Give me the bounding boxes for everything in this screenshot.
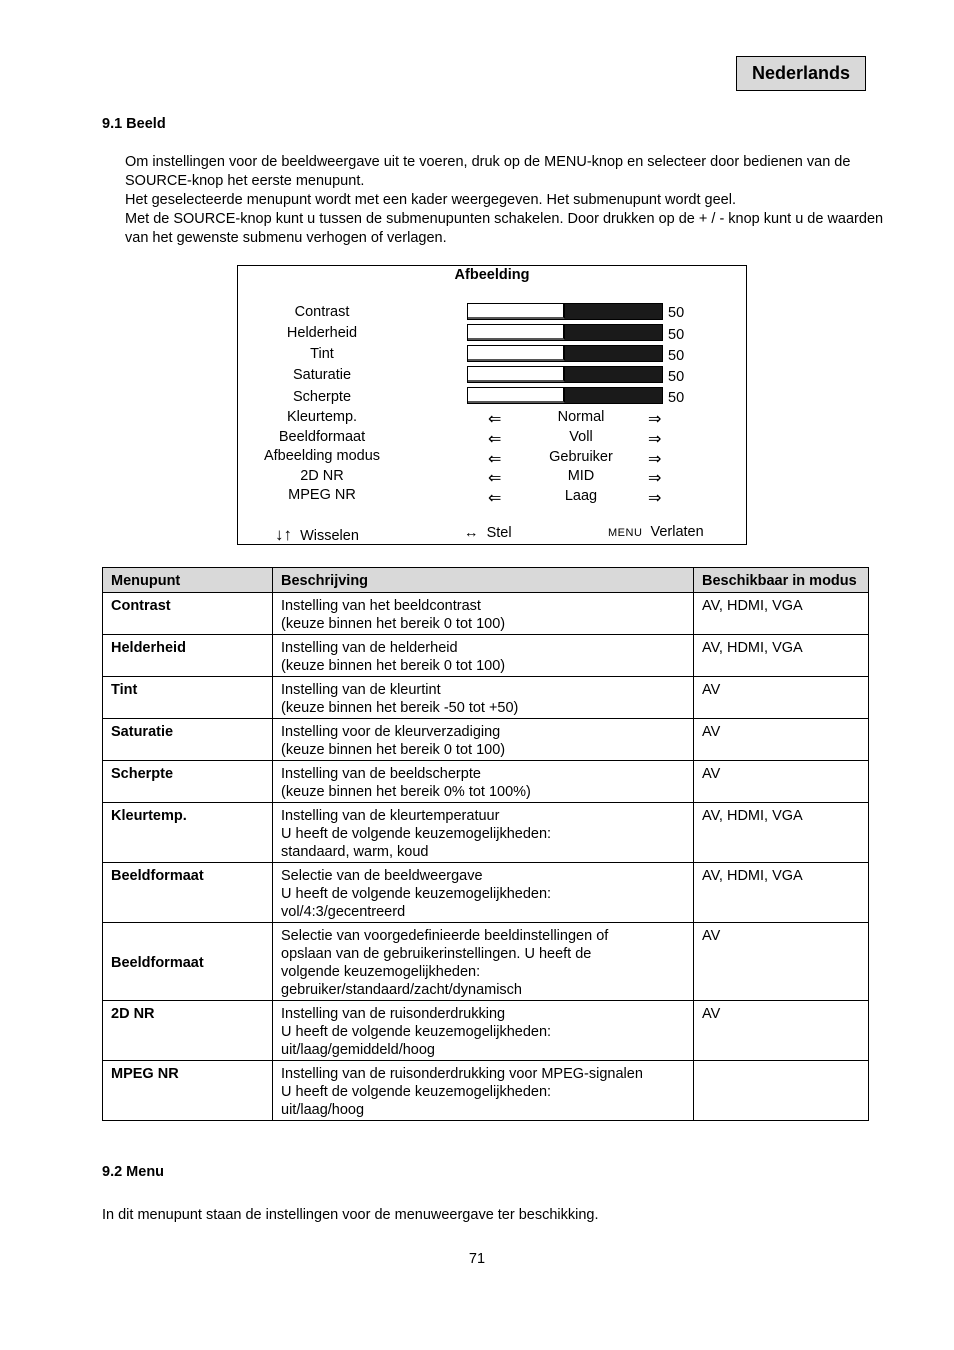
arrow-right-icon: ⇒ xyxy=(648,431,662,448)
row-modes: AV, HDMI, VGA xyxy=(694,803,869,863)
slider-fill xyxy=(468,367,565,382)
arrow-left-icon: ⇐ xyxy=(488,451,502,468)
osd-label-helderheid: Helderheid xyxy=(286,325,358,341)
osd-label-2d-nr: 2D NR xyxy=(300,468,344,484)
row-description xyxy=(273,923,694,1001)
description-line: (keuze binnen het bereik 0% tot 100%) xyxy=(281,784,531,800)
osd-slider-tint xyxy=(467,345,663,362)
description-line: U heeft de volgende keuzemogelijkheden: xyxy=(281,1084,552,1100)
osd-slider-contrast xyxy=(467,303,663,320)
description-line: Instelling van de beeldscherpte xyxy=(281,766,481,782)
table-row xyxy=(103,761,869,803)
row-description xyxy=(273,635,694,677)
intro-paragraph: Het geselecteerde menupunt wordt met een kader weergegeven. Het submenupunt wordt geel. xyxy=(125,192,736,208)
switch-label: Wisselen xyxy=(300,528,359,544)
row-modes: AV xyxy=(694,761,869,803)
description-line: gebruiker/standaard/zacht/dynamisch xyxy=(281,982,522,998)
table-row xyxy=(103,923,869,1001)
osd-option-afbeelding-modus: Gebruiker xyxy=(549,449,613,465)
arrow-left-icon: ⇐ xyxy=(488,470,502,487)
language-badge: Nederlands xyxy=(736,56,866,91)
description-line: Selectie van de beeldweergave xyxy=(281,868,483,884)
description-line: U heeft de volgende keuzemogelijkheden: xyxy=(281,826,552,842)
description-line: standaard, warm, koud xyxy=(281,844,429,860)
description-line: U heeft de volgende keuzemogelijkheden: xyxy=(281,886,552,902)
osd-slider-scherpte xyxy=(467,387,663,404)
row-name: Beeldformaat xyxy=(103,923,273,1001)
description-line: Instelling van de ruisonderdrukking voor MPEG-signalen xyxy=(281,1066,643,1082)
osd-footer-set xyxy=(464,525,512,541)
arrow-right-icon: ⇒ xyxy=(648,470,662,487)
up-down-arrows-icon: ↓↑ xyxy=(275,525,292,544)
row-name: MPEG NR xyxy=(103,1061,273,1121)
row-modes xyxy=(694,1061,869,1121)
row-description xyxy=(273,1001,694,1061)
row-description xyxy=(273,761,694,803)
left-right-arrow-icon: ↔ xyxy=(464,525,479,541)
menu-description: In dit menupunt staan de instellingen voor de menuweergave ter beschikking. xyxy=(102,1207,599,1223)
menu-key-label: MENU xyxy=(608,527,643,539)
osd-label-mpeg-nr: MPEG NR xyxy=(288,487,356,503)
header-menupunt: Menupunt xyxy=(103,568,273,593)
page-number: 71 xyxy=(468,1251,486,1267)
arrow-right-icon: ⇒ xyxy=(648,490,662,507)
row-name: Helderheid xyxy=(103,635,273,677)
arrow-right-icon: ⇒ xyxy=(648,411,662,428)
description-line: uit/laag/hoog xyxy=(281,1102,365,1118)
arrow-left-icon: ⇐ xyxy=(488,431,502,448)
table-row xyxy=(103,1061,869,1121)
row-name: Contrast xyxy=(103,593,273,635)
slider-fill xyxy=(468,325,565,340)
osd-label-contrast: Contrast xyxy=(294,304,350,320)
arrow-right-icon: ⇒ xyxy=(648,451,662,468)
row-modes: AV, HDMI, VGA xyxy=(694,863,869,923)
osd-value-scherpte: 50 xyxy=(668,390,685,406)
section-heading-beeld: 9.1 Beeld xyxy=(102,116,166,132)
table-row xyxy=(103,863,869,923)
osd-label-kleurtemp: Kleurtemp. xyxy=(286,409,358,425)
description-line: Instelling van de kleurtint xyxy=(281,682,441,698)
description-line: Instelling van de kleurtemperatuur xyxy=(281,808,500,824)
osd-menu-illustration xyxy=(237,265,747,545)
intro-paragraph: Met de SOURCE-knop kunt u tussen de submenupunten schakelen. Door drukken op de + / - knop kunt u de waarden van het gewenste submenu verhogen of verlagen. xyxy=(125,211,884,246)
settings-table xyxy=(102,567,869,1121)
osd-value-contrast: 50 xyxy=(668,305,685,321)
row-name: Saturatie xyxy=(103,719,273,761)
osd-option-beeldformaat: Voll xyxy=(569,429,593,445)
description-line: Instelling van de helderheid xyxy=(281,640,458,656)
osd-label-saturatie: Saturatie xyxy=(292,367,352,383)
osd-value-saturatie: 50 xyxy=(668,369,685,385)
description-line: U heeft de volgende keuzemogelijkheden: xyxy=(281,1024,552,1040)
row-name: 2D NR xyxy=(103,1001,273,1061)
osd-footer-exit xyxy=(608,524,704,540)
table-row xyxy=(103,1001,869,1061)
description-line: (keuze binnen het bereik -50 tot +50) xyxy=(281,700,519,716)
osd-slider-saturatie xyxy=(467,366,663,383)
description-line: (keuze binnen het bereik 0 tot 100) xyxy=(281,658,506,674)
arrow-left-icon: ⇐ xyxy=(488,411,502,428)
intro-paragraph: Om instellingen voor de beeldweergave uit te voeren, druk op de MENU-knop en selecteer door bedienen van de SOURCE-knop het eerste menupunt. xyxy=(125,154,851,189)
osd-label-tint: Tint xyxy=(310,346,334,362)
section-heading-menu: 9.2 Menu xyxy=(102,1164,165,1180)
row-name: Tint xyxy=(103,677,273,719)
row-description xyxy=(273,803,694,863)
description-line: Instelling van het beeldcontrast xyxy=(281,598,481,614)
slider-fill xyxy=(468,346,565,361)
osd-footer-switch xyxy=(275,525,359,545)
osd-title: Afbeelding xyxy=(454,267,530,283)
description-line: Selectie van voorgedefinieerde beeldinstellingen of xyxy=(281,928,609,944)
osd-label-scherpte: Scherpte xyxy=(292,389,352,405)
description-line: (keuze binnen het bereik 0 tot 100) xyxy=(281,742,506,758)
row-modes: AV xyxy=(694,1001,869,1061)
row-modes: AV xyxy=(694,923,869,1001)
osd-slider-helderheid xyxy=(467,324,663,341)
table-row xyxy=(103,719,869,761)
description-line: Instelling van de ruisonderdrukking xyxy=(281,1006,506,1022)
row-description xyxy=(273,677,694,719)
row-modes: AV xyxy=(694,719,869,761)
osd-option-mpeg-nr: Laag xyxy=(564,488,598,504)
row-name: Kleurtemp. xyxy=(103,803,273,863)
row-modes: AV, HDMI, VGA xyxy=(694,593,869,635)
description-line: volgende keuzemogelijkheden: xyxy=(281,964,481,980)
row-name: Scherpte xyxy=(103,761,273,803)
description-line: uit/laag/gemiddeld/hoog xyxy=(281,1042,435,1058)
arrow-left-icon: ⇐ xyxy=(488,490,502,507)
slider-fill xyxy=(468,304,565,319)
description-line: opslaan van de gebruikerinstellingen. U heeft de xyxy=(281,946,592,962)
description-line: (keuze binnen het bereik 0 tot 100) xyxy=(281,616,506,632)
table-row xyxy=(103,593,869,635)
osd-label-afbeelding-modus: Afbeelding modus xyxy=(263,448,381,464)
row-description xyxy=(273,1061,694,1121)
exit-label: Verlaten xyxy=(650,524,704,540)
row-name: Beeldformaat xyxy=(103,863,273,923)
table-row xyxy=(103,677,869,719)
osd-option-2d-nr: MID xyxy=(567,468,595,484)
header-beschikbaar: Beschikbaar in modus xyxy=(694,568,869,593)
table-row xyxy=(103,803,869,863)
row-description xyxy=(273,719,694,761)
osd-label-beeldformaat: Beeldformaat xyxy=(278,429,366,445)
intro-text xyxy=(125,153,885,248)
row-modes: AV, HDMI, VGA xyxy=(694,635,869,677)
row-modes: AV xyxy=(694,677,869,719)
osd-option-kleurtemp: Normal xyxy=(557,409,605,425)
row-description xyxy=(273,863,694,923)
header-beschrijving: Beschrijving xyxy=(273,568,694,593)
slider-fill xyxy=(468,388,565,403)
description-line: Instelling voor de kleurverzadiging xyxy=(281,724,501,740)
table-row xyxy=(103,635,869,677)
row-description xyxy=(273,593,694,635)
description-line: vol/4:3/gecentreerd xyxy=(281,904,406,920)
osd-value-tint: 50 xyxy=(668,348,685,364)
table-header-row xyxy=(103,568,869,593)
set-label: Stel xyxy=(486,525,512,541)
osd-value-helderheid: 50 xyxy=(668,327,685,343)
